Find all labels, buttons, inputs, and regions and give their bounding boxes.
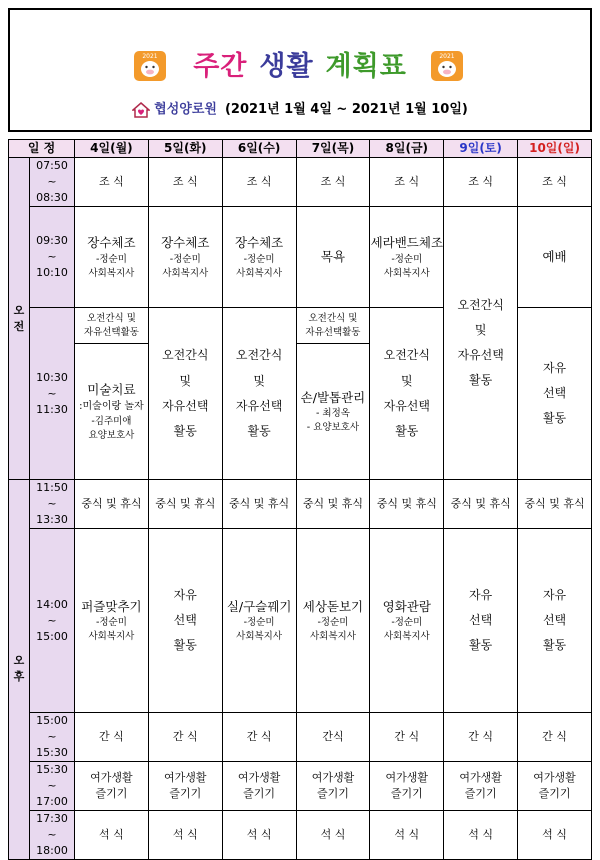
breakfast-cell: 조 식 bbox=[296, 158, 370, 207]
day-header-row bbox=[9, 140, 592, 158]
leisure-cell: 여가생활 즐기기 bbox=[444, 762, 518, 811]
subtitle bbox=[10, 98, 590, 118]
badge-year: 2021 bbox=[142, 53, 158, 60]
activity-beads-wed: 실/구슬꿰기 -정순미 사회복지사 bbox=[222, 529, 296, 713]
breakfast-row bbox=[9, 158, 592, 207]
lunch-cell: 중식 및 휴식 bbox=[370, 480, 444, 529]
morning-row-1 bbox=[9, 207, 592, 308]
activity-snack-free-mon: 오전간식 및 자유선택활동 bbox=[75, 308, 149, 344]
leisure-cell: 여가생활 즐기기 bbox=[75, 762, 149, 811]
day-thu: 7일(목) bbox=[296, 140, 370, 158]
leisure-cell: 여가생활 즐기기 bbox=[518, 762, 592, 811]
breakfast-cell: 조 식 bbox=[148, 158, 222, 207]
breakfast-cell: 조 식 bbox=[75, 158, 149, 207]
activity-bath-thu: 목욕 bbox=[296, 207, 370, 308]
dinner-cell: 석 식 bbox=[296, 810, 370, 859]
afternoon-row bbox=[9, 529, 592, 713]
activity-snack-free-fri: 오전간식 및 자유선택 활동 bbox=[370, 308, 444, 480]
breakfast-cell: 조 식 bbox=[222, 158, 296, 207]
lunch-cell: 중식 및 휴식 bbox=[518, 480, 592, 529]
lunch-cell: 중식 및 휴식 bbox=[296, 480, 370, 529]
activity-theraband-fri: 세라밴드체조 -정순미 사회복지사 bbox=[370, 207, 444, 308]
activity-free-sat: 자유 선택 활동 bbox=[444, 529, 518, 713]
page-title: 주간 생활 계획표 bbox=[193, 51, 407, 82]
activity-exercise-tue: 장수체조 -정순미 사회복지사 bbox=[148, 207, 222, 308]
leisure-cell: 여가생활 즐기기 bbox=[370, 762, 444, 811]
schedule-header-label: 일 정 bbox=[9, 140, 75, 158]
activity-world-view-thu: 세상돋보기 -정순미 사회복지사 bbox=[296, 529, 370, 713]
activity-snack-free-tue: 오전간식 및 자유선택 활동 bbox=[148, 308, 222, 480]
time-morning-1: 09:30 ~ 10:10 bbox=[30, 207, 75, 308]
activity-worship-sun: 예배 bbox=[518, 207, 592, 308]
dinner-row bbox=[9, 810, 592, 859]
snack-cell: 간 식 bbox=[222, 713, 296, 762]
lunch-row bbox=[9, 480, 592, 529]
time-morning-2: 10:30 ~ 11:30 bbox=[30, 308, 75, 480]
leisure-cell: 여가생활 즐기기 bbox=[296, 762, 370, 811]
time-snack: 15:00 ~ 15:30 bbox=[30, 713, 75, 762]
snack-cell: 간 식 bbox=[148, 713, 222, 762]
day-fri: 8일(금) bbox=[370, 140, 444, 158]
snack-row bbox=[9, 713, 592, 762]
activity-exercise-wed: 장수체조 -정순미 사회복지사 bbox=[222, 207, 296, 308]
dinner-cell: 석 식 bbox=[148, 810, 222, 859]
breakfast-cell: 조 식 bbox=[370, 158, 444, 207]
activity-free-sun: 자유 선택 활동 bbox=[518, 308, 592, 480]
day-tue: 5일(화) bbox=[148, 140, 222, 158]
day-mon: 4일(월) bbox=[75, 140, 149, 158]
activity-movie-fri: 영화관람 -정순미 사회복지사 bbox=[370, 529, 444, 713]
badge-year: 2021 bbox=[439, 53, 455, 60]
lunch-cell: 중식 및 휴식 bbox=[75, 480, 149, 529]
day-sun: 10일(일) bbox=[518, 140, 592, 158]
activity-snack-free-sat: 오전간식 및 자유선택 활동 bbox=[444, 207, 518, 480]
lunch-cell: 중식 및 휴식 bbox=[222, 480, 296, 529]
day-sat: 9일(토) bbox=[444, 140, 518, 158]
activity-exercise-mon: 장수체조 -정순미 사회복지사 bbox=[75, 207, 149, 308]
snack-cell: 간 식 bbox=[370, 713, 444, 762]
pm-label: 오 후 bbox=[9, 480, 30, 859]
facility-name: 협성양로원 bbox=[154, 102, 217, 117]
time-afternoon: 14:00 ~ 15:00 bbox=[30, 529, 75, 713]
home-icon bbox=[132, 102, 150, 118]
day-wed: 6일(수) bbox=[222, 140, 296, 158]
activity-free-tue: 자유 선택 활동 bbox=[148, 529, 222, 713]
time-breakfast: 07:50 ~ 08:30 bbox=[30, 158, 75, 207]
time-lunch: 11:50 ~ 13:30 bbox=[30, 480, 75, 529]
dinner-cell: 석 식 bbox=[518, 810, 592, 859]
activity-art-therapy-mon: 미술치료 :미술이랑 놀자 -김주미애 요양보호사 bbox=[75, 344, 149, 480]
leisure-cell: 여가생활 즐기기 bbox=[148, 762, 222, 811]
lunch-cell: 중식 및 휴식 bbox=[444, 480, 518, 529]
activity-puzzle-mon: 퍼즐맞추기 -정순미 사회복지사 bbox=[75, 529, 149, 713]
period: (2021년 1월 4일 ~ 2021년 1월 10일) bbox=[224, 102, 468, 117]
activity-snack-free-thu: 오전간식 및 자유선택활동 bbox=[296, 308, 370, 344]
activity-free-sun: 자유 선택 활동 bbox=[518, 529, 592, 713]
header-box bbox=[8, 8, 592, 132]
leisure-cell: 여가생활 즐기기 bbox=[222, 762, 296, 811]
snack-cell: 간식 bbox=[296, 713, 370, 762]
activity-snack-free-wed: 오전간식 및 자유선택 활동 bbox=[222, 308, 296, 480]
time-dinner: 17:30 ~ 18:00 bbox=[30, 810, 75, 859]
dinner-cell: 석 식 bbox=[444, 810, 518, 859]
am-label: 오 전 bbox=[9, 158, 30, 480]
snack-cell: 간 식 bbox=[444, 713, 518, 762]
snack-cell: 간 식 bbox=[518, 713, 592, 762]
time-leisure: 15:30 ~ 17:00 bbox=[30, 762, 75, 811]
dinner-cell: 석 식 bbox=[75, 810, 149, 859]
leisure-row bbox=[9, 762, 592, 811]
schedule-table bbox=[8, 139, 592, 860]
dinner-cell: 석 식 bbox=[222, 810, 296, 859]
breakfast-cell: 조 식 bbox=[444, 158, 518, 207]
snack-cell: 간 식 bbox=[75, 713, 149, 762]
activity-nail-care-thu: 손/발톱관리 - 최정옥 - 요양보호사 bbox=[296, 344, 370, 480]
lunch-cell: 중식 및 휴식 bbox=[148, 480, 222, 529]
dinner-cell: 석 식 bbox=[370, 810, 444, 859]
breakfast-cell: 조 식 bbox=[518, 158, 592, 207]
